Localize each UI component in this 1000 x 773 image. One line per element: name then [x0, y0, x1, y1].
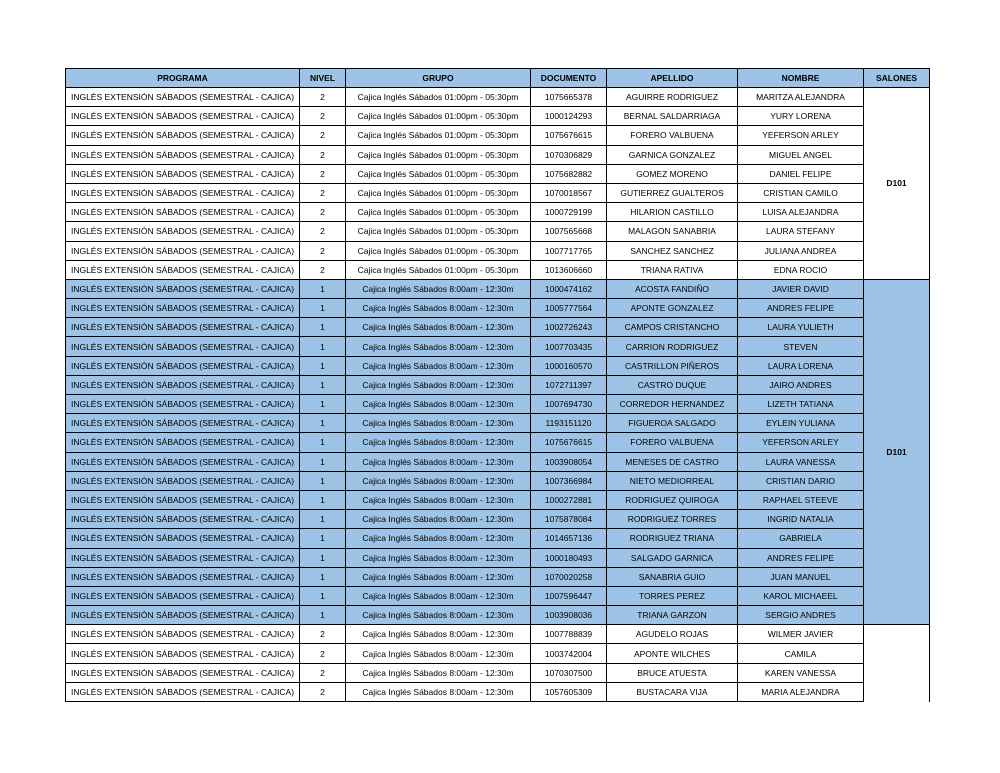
cell-nivel: 2	[300, 663, 346, 682]
table-row	[66, 414, 930, 433]
cell-grupo: Cajica Inglés Sábados 8:00am - 12:30m	[346, 471, 531, 490]
cell-nivel: 1	[300, 279, 346, 298]
cell-documento: 1007694730	[531, 395, 607, 414]
cell-nivel: 2	[300, 88, 346, 107]
cell-apellido: TRIANA GARZON	[607, 606, 738, 625]
cell-nivel: 1	[300, 548, 346, 567]
cell-apellido: MALAGON SANABRIA	[607, 222, 738, 241]
header-row	[66, 69, 930, 88]
table-row	[66, 625, 930, 644]
table-row	[66, 375, 930, 394]
cell-documento: 1002726243	[531, 318, 607, 337]
cell-programa: INGLÉS EXTENSIÓN SÁBADOS (SEMESTRAL - CAJICA)	[66, 279, 300, 298]
cell-grupo: Cajica Inglés Sábados 8:00am - 12:30m	[346, 375, 531, 394]
table-row	[66, 452, 930, 471]
cell-nivel: 1	[300, 452, 346, 471]
cell-apellido: GOMEZ MORENO	[607, 164, 738, 183]
cell-programa: INGLÉS EXTENSIÓN SÁBADOS (SEMESTRAL - CAJICA)	[66, 548, 300, 567]
cell-nivel: 1	[300, 490, 346, 509]
table-row	[66, 606, 930, 625]
cell-documento: 1075676615	[531, 126, 607, 145]
cell-nombre: EDNA ROCIO	[738, 260, 864, 279]
cell-apellido: AGUIRRE RODRIGUEZ	[607, 88, 738, 107]
cell-grupo: Cajica Inglés Sábados 8:00am - 12:30m	[346, 395, 531, 414]
cell-apellido: FORERO VALBUENA	[607, 126, 738, 145]
cell-programa: INGLÉS EXTENSIÓN SÁBADOS (SEMESTRAL - CAJICA)	[66, 164, 300, 183]
cell-documento: 1007717765	[531, 241, 607, 260]
table-row	[66, 567, 930, 586]
cell-grupo: Cajica Inglés Sábados 8:00am - 12:30m	[346, 318, 531, 337]
cell-grupo: Cajica Inglés Sábados 8:00am - 12:30m	[346, 299, 531, 318]
table-row	[66, 471, 930, 490]
cell-programa: INGLÉS EXTENSIÓN SÁBADOS (SEMESTRAL - CAJICA)	[66, 567, 300, 586]
cell-nombre: GABRIELA	[738, 529, 864, 548]
cell-apellido: BUSTACARA VIJA	[607, 682, 738, 701]
cell-programa: INGLÉS EXTENSIÓN SÁBADOS (SEMESTRAL - CAJICA)	[66, 337, 300, 356]
cell-nombre: JUAN MANUEL	[738, 567, 864, 586]
cell-apellido: TRIANA RATIVA	[607, 260, 738, 279]
cell-salon: D101	[864, 88, 930, 280]
table-row	[66, 510, 930, 529]
cell-apellido: FIGUEROA SALGADO	[607, 414, 738, 433]
cell-grupo: Cajica Inglés Sábados 8:00am - 12:30m	[346, 644, 531, 663]
cell-apellido: SANABRIA GUIO	[607, 567, 738, 586]
table-row	[66, 183, 930, 202]
cell-nivel: 2	[300, 682, 346, 701]
cell-salon	[864, 625, 930, 702]
cell-nombre: LAURA STEFANY	[738, 222, 864, 241]
cell-documento: 1007366984	[531, 471, 607, 490]
cell-apellido: RODRIGUEZ TORRES	[607, 510, 738, 529]
table-row	[66, 222, 930, 241]
cell-nombre: MARITZA ALEJANDRA	[738, 88, 864, 107]
cell-programa: INGLÉS EXTENSIÓN SÁBADOS (SEMESTRAL - CAJICA)	[66, 606, 300, 625]
cell-nivel: 2	[300, 145, 346, 164]
table-row	[66, 490, 930, 509]
table-row	[66, 337, 930, 356]
cell-programa: INGLÉS EXTENSIÓN SÁBADOS (SEMESTRAL - CAJICA)	[66, 414, 300, 433]
cell-nivel: 1	[300, 606, 346, 625]
cell-grupo: Cajica Inglés Sábados 8:00am - 12:30m	[346, 452, 531, 471]
cell-documento: 1003742004	[531, 644, 607, 663]
cell-nivel: 2	[300, 183, 346, 202]
cell-nivel: 1	[300, 529, 346, 548]
cell-documento: 1075676615	[531, 433, 607, 452]
cell-programa: INGLÉS EXTENSIÓN SÁBADOS (SEMESTRAL - CAJICA)	[66, 644, 300, 663]
cell-nombre: WILMER JAVIER	[738, 625, 864, 644]
cell-programa: INGLÉS EXTENSIÓN SÁBADOS (SEMESTRAL - CAJICA)	[66, 145, 300, 164]
cell-nombre: KAREN VANESSA	[738, 663, 864, 682]
cell-nivel: 1	[300, 567, 346, 586]
table-row	[66, 433, 930, 452]
enrollment-table	[65, 68, 930, 702]
cell-nivel: 1	[300, 433, 346, 452]
cell-apellido: FORERO VALBUENA	[607, 433, 738, 452]
cell-documento: 1070020258	[531, 567, 607, 586]
cell-nivel: 1	[300, 395, 346, 414]
cell-documento: 1075665378	[531, 88, 607, 107]
table-row	[66, 548, 930, 567]
cell-programa: INGLÉS EXTENSIÓN SÁBADOS (SEMESTRAL - CAJICA)	[66, 88, 300, 107]
cell-documento: 1000160570	[531, 356, 607, 375]
header-grupo: GRUPO	[346, 69, 531, 88]
cell-programa: INGLÉS EXTENSIÓN SÁBADOS (SEMESTRAL - CAJICA)	[66, 318, 300, 337]
cell-nivel: 1	[300, 337, 346, 356]
cell-documento: 1007565668	[531, 222, 607, 241]
cell-documento: 1005777564	[531, 299, 607, 318]
cell-nombre: YURY LORENA	[738, 107, 864, 126]
cell-programa: INGLÉS EXTENSIÓN SÁBADOS (SEMESTRAL - CAJICA)	[66, 356, 300, 375]
cell-apellido: GARNICA GONZALEZ	[607, 145, 738, 164]
cell-apellido: BERNAL SALDARRIAGA	[607, 107, 738, 126]
cell-apellido: MENESES DE CASTRO	[607, 452, 738, 471]
cell-programa: INGLÉS EXTENSIÓN SÁBADOS (SEMESTRAL - CAJICA)	[66, 625, 300, 644]
cell-apellido: RODRIGUEZ QUIROGA	[607, 490, 738, 509]
cell-nivel: 2	[300, 241, 346, 260]
cell-documento: 1000180493	[531, 548, 607, 567]
cell-grupo: Cajica Inglés Sábados 8:00am - 12:30m	[346, 682, 531, 701]
cell-programa: INGLÉS EXTENSIÓN SÁBADOS (SEMESTRAL - CAJICA)	[66, 183, 300, 202]
header-salones: SALONES	[864, 69, 930, 88]
cell-programa: INGLÉS EXTENSIÓN SÁBADOS (SEMESTRAL - CAJICA)	[66, 260, 300, 279]
table-row	[66, 203, 930, 222]
table-row	[66, 164, 930, 183]
cell-apellido: ACOSTA FANDIÑO	[607, 279, 738, 298]
cell-nombre: DANIEL FELIPE	[738, 164, 864, 183]
cell-documento: 1000729199	[531, 203, 607, 222]
cell-nombre: RAPHAEL STEEVE	[738, 490, 864, 509]
cell-programa: INGLÉS EXTENSIÓN SÁBADOS (SEMESTRAL - CAJICA)	[66, 529, 300, 548]
table-row	[66, 529, 930, 548]
table-row	[66, 395, 930, 414]
cell-documento: 1072711397	[531, 375, 607, 394]
cell-grupo: Cajica Inglés Sábados 01:00pm - 05:30pm	[346, 203, 531, 222]
cell-grupo: Cajica Inglés Sábados 01:00pm - 05:30pm	[346, 88, 531, 107]
cell-nivel: 2	[300, 222, 346, 241]
cell-apellido: CAMPOS CRISTANCHO	[607, 318, 738, 337]
cell-programa: INGLÉS EXTENSIÓN SÁBADOS (SEMESTRAL - CAJICA)	[66, 510, 300, 529]
cell-nivel: 1	[300, 299, 346, 318]
header-documento: DOCUMENTO	[531, 69, 607, 88]
cell-nombre: STEVEN	[738, 337, 864, 356]
cell-documento: 1070018567	[531, 183, 607, 202]
cell-documento: 1070306829	[531, 145, 607, 164]
cell-programa: INGLÉS EXTENSIÓN SÁBADOS (SEMESTRAL - CAJICA)	[66, 471, 300, 490]
table-row	[66, 260, 930, 279]
table-row	[66, 663, 930, 682]
cell-grupo: Cajica Inglés Sábados 8:00am - 12:30m	[346, 510, 531, 529]
cell-programa: INGLÉS EXTENSIÓN SÁBADOS (SEMESTRAL - CAJICA)	[66, 241, 300, 260]
cell-grupo: Cajica Inglés Sábados 01:00pm - 05:30pm	[346, 183, 531, 202]
cell-grupo: Cajica Inglés Sábados 01:00pm - 05:30pm	[346, 222, 531, 241]
cell-grupo: Cajica Inglés Sábados 8:00am - 12:30m	[346, 663, 531, 682]
cell-grupo: Cajica Inglés Sábados 01:00pm - 05:30pm	[346, 260, 531, 279]
cell-grupo: Cajica Inglés Sábados 01:00pm - 05:30pm	[346, 145, 531, 164]
header-apellido: APELLIDO	[607, 69, 738, 88]
cell-documento: 1007703435	[531, 337, 607, 356]
cell-documento: 1193151120	[531, 414, 607, 433]
cell-nivel: 2	[300, 625, 346, 644]
cell-documento: 1007788839	[531, 625, 607, 644]
cell-apellido: SANCHEZ SANCHEZ	[607, 241, 738, 260]
cell-documento: 1014657136	[531, 529, 607, 548]
cell-documento: 1013606660	[531, 260, 607, 279]
cell-nivel: 1	[300, 375, 346, 394]
cell-nombre: KAROL MICHAEEL	[738, 586, 864, 605]
cell-documento: 1000124293	[531, 107, 607, 126]
cell-grupo: Cajica Inglés Sábados 8:00am - 12:30m	[346, 490, 531, 509]
cell-nombre: CAMILA	[738, 644, 864, 663]
cell-nombre: JULIANA ANDREA	[738, 241, 864, 260]
cell-nombre: CRISTIAN CAMILO	[738, 183, 864, 202]
cell-nivel: 1	[300, 318, 346, 337]
table-row	[66, 107, 930, 126]
cell-programa: INGLÉS EXTENSIÓN SÁBADOS (SEMESTRAL - CAJICA)	[66, 433, 300, 452]
cell-documento: 1003908036	[531, 606, 607, 625]
cell-grupo: Cajica Inglés Sábados 01:00pm - 05:30pm	[346, 126, 531, 145]
cell-nivel: 1	[300, 586, 346, 605]
cell-programa: INGLÉS EXTENSIÓN SÁBADOS (SEMESTRAL - CAJICA)	[66, 682, 300, 701]
table-row	[66, 586, 930, 605]
cell-nombre: ANDRES FELIPE	[738, 299, 864, 318]
table-row	[66, 682, 930, 701]
cell-documento: 1007596447	[531, 586, 607, 605]
cell-nivel: 2	[300, 203, 346, 222]
cell-nombre: JAVIER DAVID	[738, 279, 864, 298]
cell-grupo: Cajica Inglés Sábados 8:00am - 12:30m	[346, 548, 531, 567]
cell-programa: INGLÉS EXTENSIÓN SÁBADOS (SEMESTRAL - CAJICA)	[66, 452, 300, 471]
cell-nombre: EYLEIN YULIANA	[738, 414, 864, 433]
cell-grupo: Cajica Inglés Sábados 8:00am - 12:30m	[346, 586, 531, 605]
cell-apellido: NIETO MEDIORREAL	[607, 471, 738, 490]
cell-nombre: LIZETH TATIANA	[738, 395, 864, 414]
table-row	[66, 299, 930, 318]
cell-documento: 1075682882	[531, 164, 607, 183]
cell-nombre: MARIA ALEJANDRA	[738, 682, 864, 701]
cell-documento: 1057605309	[531, 682, 607, 701]
cell-grupo: Cajica Inglés Sábados 8:00am - 12:30m	[346, 433, 531, 452]
cell-nombre: CRISTIAN DARIO	[738, 471, 864, 490]
cell-grupo: Cajica Inglés Sábados 8:00am - 12:30m	[346, 414, 531, 433]
cell-grupo: Cajica Inglés Sábados 8:00am - 12:30m	[346, 567, 531, 586]
cell-nombre: YEFERSON ARLEY	[738, 126, 864, 145]
cell-programa: INGLÉS EXTENSIÓN SÁBADOS (SEMESTRAL - CAJICA)	[66, 126, 300, 145]
cell-nivel: 1	[300, 510, 346, 529]
table-body	[66, 88, 930, 702]
cell-salon: D101	[864, 279, 930, 624]
cell-grupo: Cajica Inglés Sábados 8:00am - 12:30m	[346, 356, 531, 375]
cell-nombre: LAURA VANESSA	[738, 452, 864, 471]
table-row	[66, 88, 930, 107]
header-nivel: NIVEL	[300, 69, 346, 88]
cell-nombre: MIGUEL ANGEL	[738, 145, 864, 164]
cell-documento: 1000272881	[531, 490, 607, 509]
cell-nombre: ANDRES FELIPE	[738, 548, 864, 567]
cell-nivel: 2	[300, 107, 346, 126]
cell-grupo: Cajica Inglés Sábados 01:00pm - 05:30pm	[346, 164, 531, 183]
cell-nombre: YEFERSON ARLEY	[738, 433, 864, 452]
cell-nivel: 1	[300, 414, 346, 433]
cell-apellido: HILARION CASTILLO	[607, 203, 738, 222]
cell-nivel: 2	[300, 164, 346, 183]
cell-programa: INGLÉS EXTENSIÓN SÁBADOS (SEMESTRAL - CAJICA)	[66, 375, 300, 394]
cell-programa: INGLÉS EXTENSIÓN SÁBADOS (SEMESTRAL - CAJICA)	[66, 222, 300, 241]
cell-apellido: AGUDELO ROJAS	[607, 625, 738, 644]
cell-apellido: APONTE WILCHES	[607, 644, 738, 663]
cell-apellido: CARRION RODRIGUEZ	[607, 337, 738, 356]
cell-documento: 1000474162	[531, 279, 607, 298]
cell-apellido: BRUCE ATUESTA	[607, 663, 738, 682]
header-programa: PROGRAMA	[66, 69, 300, 88]
table-row	[66, 279, 930, 298]
cell-grupo: Cajica Inglés Sábados 01:00pm - 05:30pm	[346, 107, 531, 126]
cell-apellido: GUTIERREZ GUALTEROS	[607, 183, 738, 202]
cell-programa: INGLÉS EXTENSIÓN SÁBADOS (SEMESTRAL - CAJICA)	[66, 107, 300, 126]
cell-apellido: APONTE GONZALEZ	[607, 299, 738, 318]
header-nombre: NOMBRE	[738, 69, 864, 88]
cell-nivel: 2	[300, 126, 346, 145]
cell-documento: 1075878084	[531, 510, 607, 529]
cell-grupo: Cajica Inglés Sábados 8:00am - 12:30m	[346, 625, 531, 644]
cell-nombre: LAURA YULIETH	[738, 318, 864, 337]
cell-grupo: Cajica Inglés Sábados 8:00am - 12:30m	[346, 337, 531, 356]
cell-programa: INGLÉS EXTENSIÓN SÁBADOS (SEMESTRAL - CAJICA)	[66, 299, 300, 318]
cell-apellido: CASTRO DUQUE	[607, 375, 738, 394]
cell-grupo: Cajica Inglés Sábados 8:00am - 12:30m	[346, 606, 531, 625]
cell-nombre: JAIRO ANDRES	[738, 375, 864, 394]
cell-apellido: CORREDOR HERNANDEZ	[607, 395, 738, 414]
cell-nivel: 2	[300, 644, 346, 663]
cell-apellido: RODRIGUEZ TRIANA	[607, 529, 738, 548]
cell-nivel: 2	[300, 260, 346, 279]
table-row	[66, 318, 930, 337]
cell-nombre: INGRID NATALIA	[738, 510, 864, 529]
cell-apellido: CASTRILLON PIÑEROS	[607, 356, 738, 375]
table-row	[66, 241, 930, 260]
cell-programa: INGLÉS EXTENSIÓN SÁBADOS (SEMESTRAL - CAJICA)	[66, 663, 300, 682]
cell-documento: 1070307500	[531, 663, 607, 682]
cell-grupo: Cajica Inglés Sábados 01:00pm - 05:30pm	[346, 241, 531, 260]
cell-documento: 1003908054	[531, 452, 607, 471]
cell-nombre: LAURA LORENA	[738, 356, 864, 375]
cell-grupo: Cajica Inglés Sábados 8:00am - 12:30m	[346, 529, 531, 548]
cell-programa: INGLÉS EXTENSIÓN SÁBADOS (SEMESTRAL - CAJICA)	[66, 586, 300, 605]
table-row	[66, 644, 930, 663]
cell-programa: INGLÉS EXTENSIÓN SÁBADOS (SEMESTRAL - CAJICA)	[66, 490, 300, 509]
cell-nivel: 1	[300, 471, 346, 490]
cell-programa: INGLÉS EXTENSIÓN SÁBADOS (SEMESTRAL - CAJICA)	[66, 395, 300, 414]
cell-nivel: 1	[300, 356, 346, 375]
cell-apellido: TORRES PEREZ	[607, 586, 738, 605]
table-row	[66, 126, 930, 145]
cell-nombre: SERGIO ANDRES	[738, 606, 864, 625]
cell-apellido: SALGADO GARNICA	[607, 548, 738, 567]
table-row	[66, 356, 930, 375]
cell-programa: INGLÉS EXTENSIÓN SÁBADOS (SEMESTRAL - CAJICA)	[66, 203, 300, 222]
cell-grupo: Cajica Inglés Sábados 8:00am - 12:30m	[346, 279, 531, 298]
table-row	[66, 145, 930, 164]
cell-nombre: LUISA ALEJANDRA	[738, 203, 864, 222]
